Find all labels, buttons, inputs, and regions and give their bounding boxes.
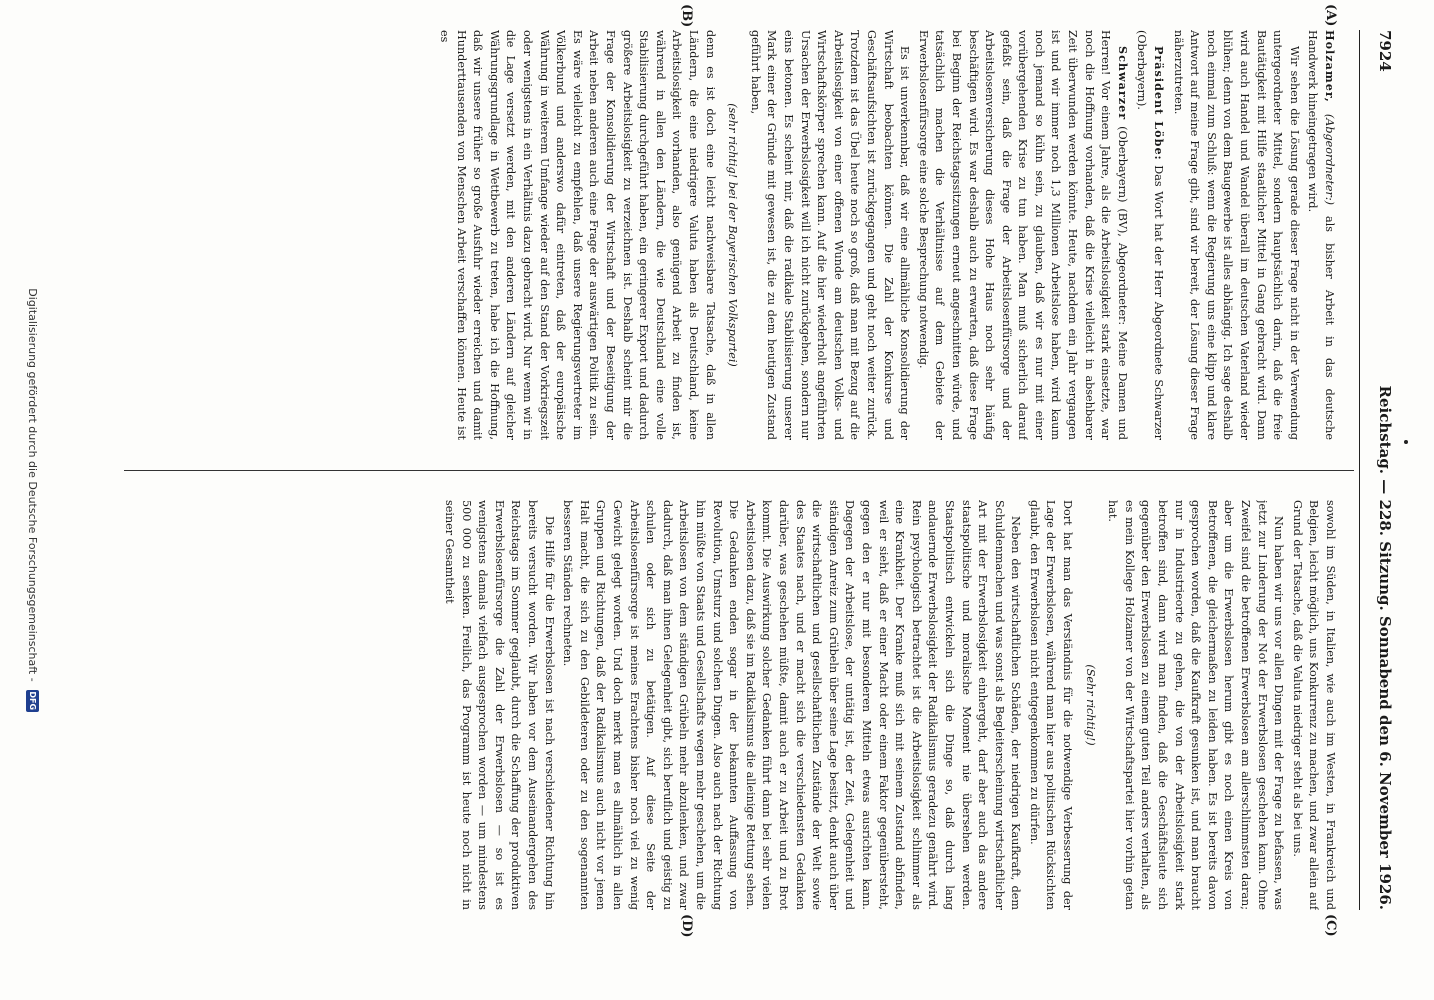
reichstag-protocol-page xyxy=(64,4,1394,938)
paragraph: Die Hilfe für die Erwerbslosen ist nach verschiedener Richtung hin bereits versucht worden. Wir haben vor dem Auseinandergehen des Reichstags im Sommer geglaubt, durch die Schaffung der produktiven Erwerbslosenfürsorge die Zahl der Erwerbslosen — so ist es wenigstens damals vielfach ausgesprochen worden — um mindestens 500 000 zu senken. Freilich, das Programm ist heute noch nicht in seiner Gesamtheit xyxy=(443,500,556,910)
paragraph: sowohl im Süden, in Italien, wie auch im Westen, in Frankreich und Belgien, leicht möglich, uns Konkurrenz zu machen, und zwar allein auf Grund der Tatsache, daß die Valuta niedriger steht als bei uns. xyxy=(1290,500,1337,910)
column-divider xyxy=(124,470,1354,471)
margin-mark-d: (D) xyxy=(679,914,694,938)
paragraph-text: Das Wort hat der Herr Abgeordnete Schwarzer (Oberbayern). xyxy=(1135,30,1166,440)
ink-speck xyxy=(1404,440,1408,444)
paragraph-text: als bisher Arbeit in das deutsche Handwerk hineingetragen wird. xyxy=(1306,30,1336,440)
paragraph xyxy=(1304,30,1338,440)
paragraph xyxy=(1133,30,1167,440)
paragraph-text: (Oberbayern) (BV), Abgeordneter: Meine Damen und Herren! Vor einem Jahre, als die Arbeitslosigkeit stark einsetzte, war noch die Hoffnung vorhanden, daß die Krise vielleicht in absehbarer Zeit überwunden werden könnte. Heute, nachdem ein Jahr vergangen ist und wir immer noch 1,3 Millionen Arbeitslose haben, wird kaum noch jemand so kühn sein, zu glauben, daß wir es nur mit einer vorübergehenden Krise zu tun haben. Man muß sicherlich darauf gefaßt sein, daß die Frage der Arbeitslosenfürsorge und der Arbeitslosenversicherung dieses Hohe Haus noch sehr häufig beschäftigen wird. Es war deshalb auch zu erwarten, daß diese Frage bei Beginn der Reichstagssitzungen erneut angeschnitten würde, und tatsächlich machen die Verhältnisse auf dem Gebiete der Erwerbslosenfürsorge eine solche Besprechung notwendig. xyxy=(916,30,1129,440)
interjection: (Sehr richtig!) xyxy=(1083,664,1097,746)
speaker-name: Präsident Löbe: xyxy=(1152,46,1167,161)
paragraph: Es ist unverkennbar, daß wir eine allmähliche Konsolidierung der Wirtschaft beobachten können. Die Zahl der Konkurse und Geschäftsaufsichten ist zurückgegangen und geht noch weiter zurück. Trotzdem ist das Übel heute noch so groß, daß man mit Bezug auf die Arbeitslosigkeit von einer offenen Wunde am deutschen Volks- und Wirtschaftskörper sprechen kann. Auf die hier wiederholt angeführten Ursachen der Erwerbslosigkeit will ich nicht zurückgehen, sondern nur eins betonen. Es scheint mir, daß die radikale Stabilisierung unserer Mark einer der Gründe mit gewesen ist, die zu dem heutigen Zustand geführt haben, xyxy=(748,30,912,440)
speaker-name: Holzamer, xyxy=(1323,30,1337,103)
speaker-name: Schwarzer xyxy=(1115,46,1130,121)
right-column xyxy=(128,500,1338,910)
margin-mark-a: (A) xyxy=(1323,4,1338,27)
left-column xyxy=(128,30,1338,440)
paragraph: denn es ist doch eine leicht nachweisbare Tatsache, daß in allen Ländern, die eine niedrigere Valuta haben als Deutschland, keine Arbeitslosigkeit vorhanden, also genügend Arbeit zu finden ist, während in allen den Ländern, die wie Deutschland eine volle Stabilisierung durchgeführt haben, ein geringerer Export und dadurch größere Arbeitslosigkeit zu verzeichnen ist. Deshalb scheint mir die Frage der Konsolidierung der Wirtschaft und der Beseitigung der Arbeit neben anderen auch eine Frage der auswärtigen Politik zu sein. Es wäre vielleicht zu empfehlen, daß unsere Regierungsvertreter im Völkerbund und anderswo dafür eintreten, daß der europäische Währung in weiterem Umfange wieder auf den Stand der Vorkriegszeit oder wenigstens in ein Verhältnis dazu gebracht wird. Nur wenn wir in die Lage versetzt werden, mit den anderen Ländern auf gleicher Währungsgrundlage in Wettbewerb zu treten, habe ich die Hoffnung, daß wir unsere früher so große Ausfuhr wieder erreichen und damit Hunderttausenden von Menschen Arbeit verschaffen können. Heute ist es xyxy=(438,30,717,440)
page-number: 7924 xyxy=(1376,30,1394,72)
dfg-logo-icon: DFG xyxy=(28,691,38,711)
margin-mark-c: (C) xyxy=(1323,914,1338,937)
paragraph: Nun haben wir uns vor allen Dingen mit der Frage zu befassen, was jetzt zur Linderung der Not der Erwerbslosen geschehen kann. Ohne Zweifel sind die betroffenen Erwerbslosen am allerschlimmsten daran; aber um die Erwerbslosen herum gibt es noch einen Kreis von Betroffenen, die gleichermaßen zu leiden haben. Es ist bereits davon gesprochen worden, daß die Kaufkraft gesunken ist, und man braucht nur in Industrieorte zu gehen, die von der Arbeitslosigkeit stark betroffen sind, dann wird man finden, daß die Geschäftsleute sich gegenüber den Erwerbslosen zu einem guten Teil anders verhalten, als es mein Kollege Holzamer von der Wirtschaftspartei hier vorhin getan hat. xyxy=(1106,500,1286,910)
paragraph xyxy=(914,30,1131,440)
paragraph: Wir sehen die Lösung gerade dieser Frage nicht in der Verwendung untergeordneter Mittel, sondern hauptsächlich darin, daß die freie Bautätigkeit mit Hilfe staatlicher Mittel in Gang gebracht wird. Dann wird auch Handel und Wandel überall im deutschen Vaterland wieder blühen; denn von dem Baugewerbe ist alles abhängig. Ich sage deshalb noch einmal zum Schluß: wenn die Regierung uns eine klipp und klare Antwort auf meine Frage gibt, sind wir bereit, der Lösung dieser Frage näherzutreten. xyxy=(1171,30,1301,440)
margin-mark-b: (B) xyxy=(679,4,694,28)
digitization-footer xyxy=(18,0,48,1000)
interjection: (sehr richtig! bei der Bayerischen Volkspartei) xyxy=(726,103,740,367)
session-title: Reichstag. — 228. Sitzung. Sonnabend den 6. November 1926. xyxy=(1376,385,1394,910)
footer-credit: Digitalisierung gefördert durch die Deutsche Forschungsgemeinschaft - xyxy=(26,288,40,682)
paragraph: Neben den wirtschaftlichen Schäden, der niedrigen Kaufkraft, dem Schuldenmachen und was sonst als Begleiterscheinung wirtschaftlicher Art mit der Erwerbslosigkeit einhergeht, darf aber auch das andere staatspolitische und moralische Moment nie übersehen werden. Staatspolitisch entwickeln sich die Dinge so, daß durch lang andauernde Erwerbslosigkeit der Radikalismus geradezu genährt wird. Rein psychologisch betrachtet ist die Arbeitslosigkeit schlimmer als eine Krankheit. Der Kranke muß sich mit seinem Zustand abfinden, weil er sieht, daß er einer Macht oder einem Faktor gegenübersteht, gegen den er nur mit besonderen Mitteln etwas ausrichten kann. Dagegen der Arbeitslose, der untätig ist, der Zeit, Gelegenheit und ständigen Anreiz zum Grübeln über seine Lage besitzt, denkt auch über die wirtschaftlichen und gesellschaftlichen Zustände der Welt sowie des Staates nach, und er macht sich die verschiedensten Gedanken darüber, was geschehen müßte, damit auch er zu Arbeit und zu Brot kommt. Die Auswirkung solcher Gedanken führt dann bei sehr vielen Arbeitslosen dazu, daß sie im Radikalismus die alleinige Rettung sehen. Die Gedanken enden sogar in der bekannten Auffassung von Revolution, Umsturz und solchen Dingen. Also auch nach der Richtung hin müßte von Staats und Gesellschafts wegen mehr geschehen, um die Arbeitslosen von dem ständigen Grübeln mehr abzulenken, und zwar dadurch, daß man ihnen Gelegenheit gibt, sich beruflich und geistig zu schulen oder sich zu betätigen. Auf diese Seite der Arbeitslosenfürsorge ist meines Erachtens bisher noch viel zu wenig Gewicht gelegt worden. Und doch merkt man es allmählich in allen Gruppen und Richtungen, daß der Radikalismus auch nicht vor jenen Halt macht, die sich zu den Gebildeteren oder zu den sogenannten besseren Ständen rechneten. xyxy=(561,500,1023,910)
paragraph: Dort hat man das Verständnis für die notwendige Verbesserung der Lage der Erwerbslosen, während man hier aus politischen Rücksichten glaubt, den Erwerbslosen nicht entgegenkommen zu dürfen. xyxy=(1027,500,1075,910)
page-header xyxy=(1359,30,1394,910)
speaker-role: (Abgeordneter:) xyxy=(1323,113,1336,205)
